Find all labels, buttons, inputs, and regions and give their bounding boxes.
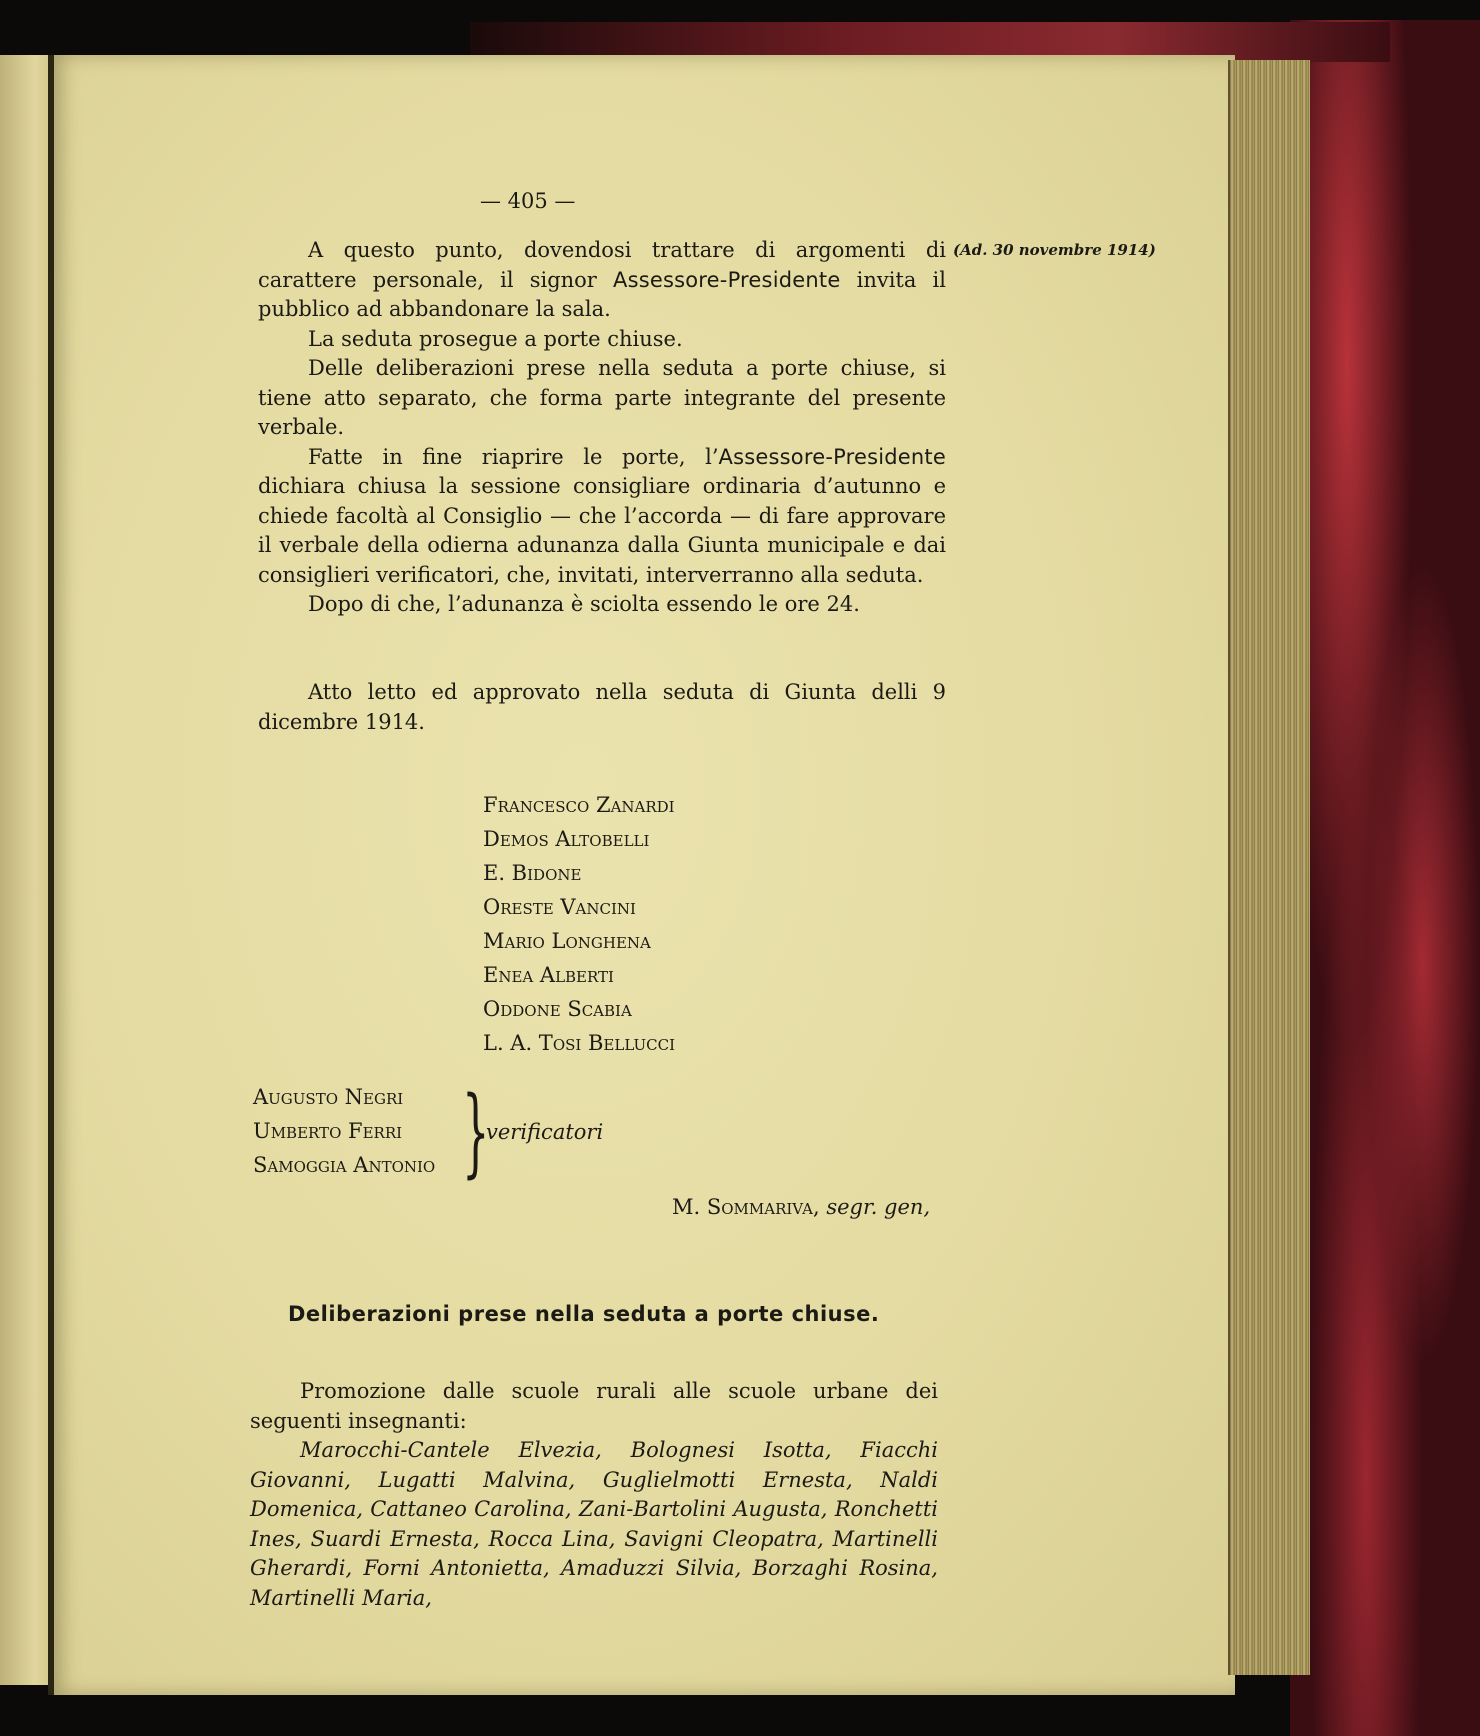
assessore-presidente-label: Assessore-Presidente bbox=[613, 267, 841, 292]
signatory: Enea Alberti bbox=[483, 963, 614, 987]
paragraph-proceeds: La seduta prosegue a porte chiuse. bbox=[308, 326, 683, 351]
text-span: invita il pubblico ad abbandonare la sala. bbox=[258, 267, 946, 321]
paragraph-separate-act: Delle deliberazioni prese nella seduta a porte chiuse, si tiene atto separato, che forma parte integrante del presente verbale. bbox=[258, 356, 946, 439]
signatory: Oreste Vancini bbox=[483, 895, 636, 919]
promotion-intro: Promozione dalle scuole rurali alle scuole urbane dei seguenti insegnanti: bbox=[250, 1379, 938, 1433]
signatory: Mario Longhena bbox=[483, 929, 651, 953]
page-stack-edge bbox=[1228, 60, 1310, 1675]
text-span: dichiara chiusa la sessione consigliare ordinaria d’autunno e chiede facoltà al Consiglio — che l’accorda — di fare approvare il verbale della odierna adunanza dalla Giunta municipale e dai consiglieri verificatori, che, invitati, interverranno alla seduta. bbox=[258, 474, 946, 587]
signatories-list bbox=[483, 788, 675, 1060]
paragraph-closed-session bbox=[258, 236, 946, 325]
approval-text: Atto letto ed approvato nella seduta di Giunta delli 9 dicembre 1914. bbox=[258, 680, 946, 734]
secretary-signature bbox=[672, 1193, 930, 1223]
verifier: Augusto Negri bbox=[253, 1085, 404, 1109]
text-span: Fatte in fine riaprire le porte, l’ bbox=[308, 444, 719, 469]
secretary-name: M. Sommariva, bbox=[672, 1195, 820, 1219]
signatory: Oddone Scabia bbox=[483, 997, 632, 1021]
page-gutter bbox=[48, 55, 54, 1695]
verifiers-list bbox=[253, 1080, 435, 1182]
assessore-presidente-label: Assessore-Presidente bbox=[718, 444, 946, 469]
margin-date-note: (Ad. 30 novembre 1914) bbox=[953, 241, 1156, 259]
promotion-names: Marocchi-Cantele Elvezia, Bolognesi Isotta, Fiacchi Giovanni, Lugatti Malvina, Guglielmotti Ernesta, Naldi Domenica, Cattaneo Carolina, Zani-Bartolini Augusta, Ronchetti Ines, Suardi Ernesta, Rocca Lina, Savigni Cleopatra, Martinelli Gherardi, Forni Antonietta, Amaduzzi Silvia, Borzaghi Rosina, Martinelli Maria, bbox=[250, 1438, 938, 1610]
book-cover-red bbox=[1290, 20, 1480, 1736]
secretary-title: segr. gen, bbox=[819, 1195, 931, 1219]
approval-note bbox=[258, 678, 946, 737]
verifier: Samoggia Antonio bbox=[253, 1153, 436, 1177]
paragraph-adjourned: Dopo di che, l’adunanza è sciolta essendo le ore 24. bbox=[308, 592, 860, 616]
signatory: Demos Altobelli bbox=[483, 827, 650, 851]
paragraph-reopen bbox=[258, 443, 946, 591]
page-number: — 405 — bbox=[480, 189, 576, 213]
curly-brace: } bbox=[462, 1076, 490, 1188]
signatory: E. Bidone bbox=[483, 861, 582, 885]
minutes-body bbox=[258, 236, 946, 620]
verificatori-label: verificatori bbox=[486, 1120, 604, 1144]
promotion-block bbox=[250, 1377, 938, 1613]
verifier: Umberto Ferri bbox=[253, 1119, 403, 1143]
signatory: Francesco Zanardi bbox=[483, 793, 675, 817]
section-heading: Deliberazioni prese nella seduta a porte chiuse. bbox=[288, 1302, 880, 1326]
signatory: L. A. Tosi Bellucci bbox=[483, 1031, 675, 1055]
text-span: A questo punto, dovendosi trattare di argomenti di carattere personale, il signor bbox=[258, 238, 946, 292]
